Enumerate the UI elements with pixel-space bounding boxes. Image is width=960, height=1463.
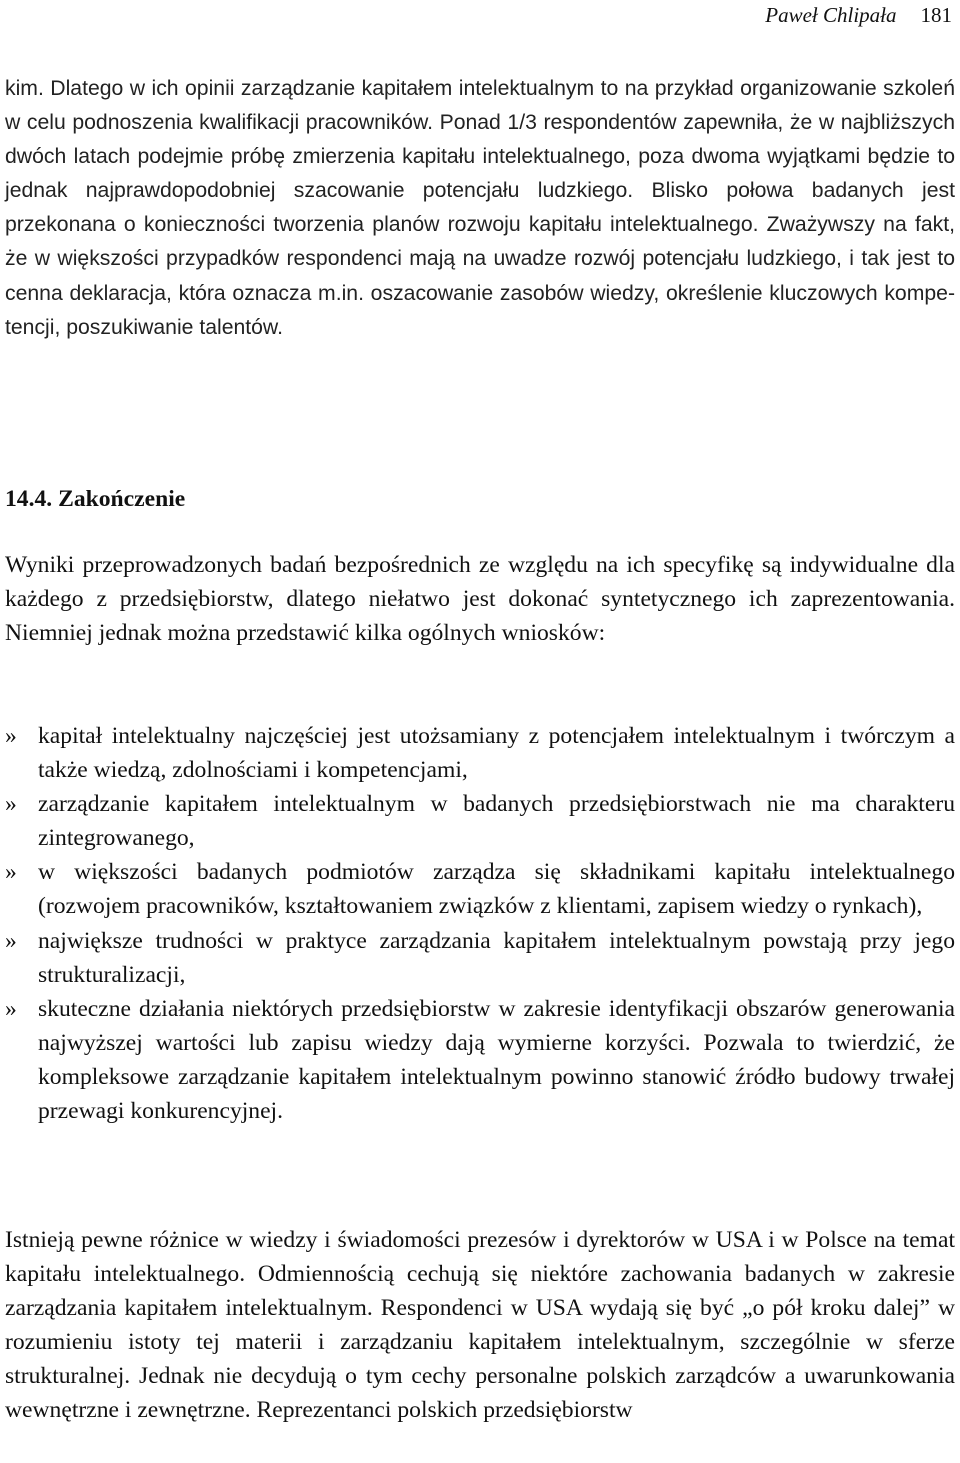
bullet-marker: »	[5, 859, 17, 886]
list-item	[5, 719, 955, 787]
list-item	[5, 787, 955, 855]
bullet-marker: »	[5, 791, 17, 818]
list-item-text: skuteczne działania niektórych przedsiębiorstw w zakresie identyfikacji obszarów generowania najwyższej wartości lub zapisu wiedzy dają wymierne korzyści. Pozwala to twierdzić, że kompleksowe zarządzanie kapitałem intelektualnym powinno stanowić źródło budowy trwałej przewagi konkurencyjnej.	[38, 995, 955, 1125]
list-item-text: zarządzanie kapitałem intelektualnym w badanych przedsiębiorstwach nie ma charakteru zintegrowanego,	[38, 791, 955, 852]
bullet-marker: »	[5, 995, 17, 1022]
list-item	[5, 992, 955, 1128]
paragraph-comparison: Istnieją pewne różnice w wiedzy i świadomości prezesów i dyrektorów w USA i w Polsce na temat kapitału intelektualnego. Odmiennością cechują się niektóre zachowania badanych w zakresie zarządzania kapitałem intelektualnym. Respondenci w USA wydają się być „o pół kroku dalej” w rozumieniu istoty tej materii i zarządzaniu kapitałem intelektualnym, szczególnie w sferze strukturalnej. Jednak nie decydują o tym cechy personalne polskich zarządców a uwarunkowania wewnętrzne i zewnętrzne. Reprezentanci polskich przedsiębiorstw	[5, 1227, 955, 1424]
list-item	[5, 855, 955, 923]
page-number: 181	[920, 3, 952, 27]
list-item	[5, 924, 955, 992]
paragraph-conclusions: Wyniki przeprowadzonych badań bezpośrednich ze względu na ich specyfikę są indywidualne dla każdego z przedsiębiorstw, dlatego niełatwo jest dokonać syntetycznego ich zaprezentowania. Niemniej jednak można przedstawić kilka ogólnych wniosków:	[5, 552, 955, 647]
section-heading: 14.4. Zakończenie	[5, 486, 186, 512]
bullet-marker: »	[5, 927, 17, 954]
list-item-text: w większości badanych podmiotów zarządza się składnikami kapitału intelektualnego (rozwojem pracowników, kształtowaniem związków z klientami, zapisem wiedzy o rynkach),	[38, 859, 955, 920]
header-author: Paweł Chlipała	[765, 3, 897, 27]
list-item-text: kapitał intelektualny najczęściej jest utożsamiany z potencjałem intelektualnym i twórczym a także wiedzą, zdolnościami i kompetencjami,	[38, 723, 955, 784]
conclusions-list	[5, 719, 955, 1128]
list-item-text: największe trudności w praktyce zarządzania kapitałem intelektualnym powstają przy jego strukturalizacji,	[38, 927, 955, 988]
running-header	[765, 4, 952, 26]
bullet-marker: »	[5, 723, 17, 749]
paragraph-intro: kim. Dlatego w ich opinii zarządzanie kapitałem intelektualnym to na przykład organizowanie szkoleń w celu podnoszenia kwalifikacji pracowników. Ponad 1/3 respondentów zapewniła, że w najbliższych dwóch latach podejmie próbę zmierzenia kapitału intelektualnego, poza dwoma wyjątkami będzie to jednak najprawdopodobniej szacowanie potencjału ludzkiego. Blisko połowa badanych jest przekonana o konieczności tworzenia planów rozwoju kapitału intelektualnego. Zważywszy na fakt, że w większości przypadków respondenci mają na uwadze rozwój potencjału ludzkiego, i tak jest to cenna deklaracja, która oznacza m.in. oszacowanie zasobów wiedzy, określenie kluczowych kompetencji, poszukiwanie talentów.	[5, 77, 955, 339]
